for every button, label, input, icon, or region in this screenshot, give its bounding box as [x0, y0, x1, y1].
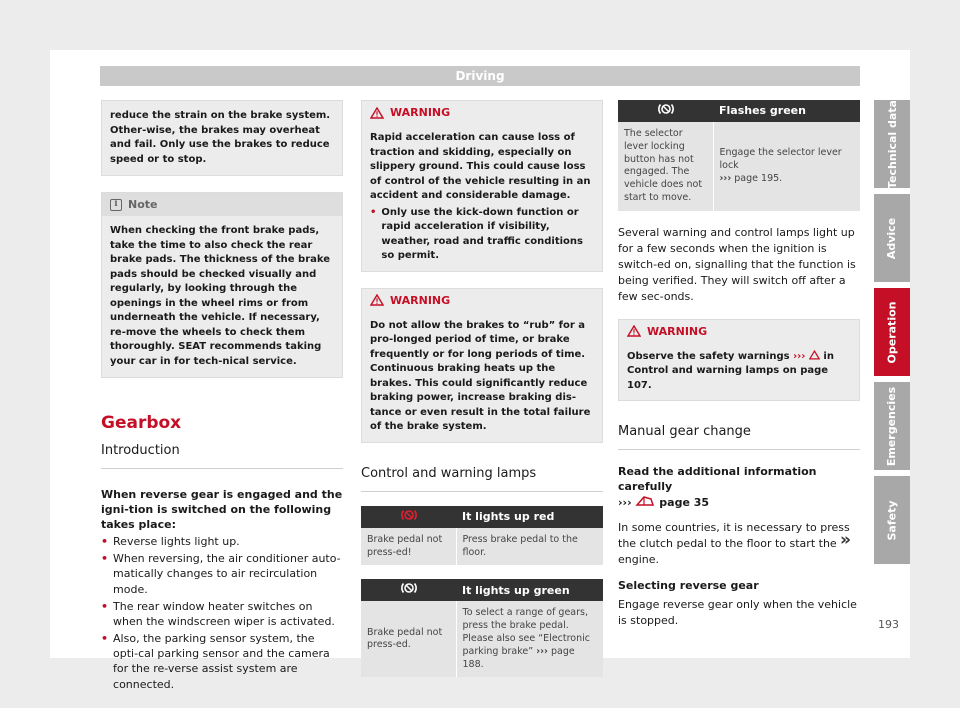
brake-warning-red-icon — [400, 508, 418, 522]
warning-triangle-icon — [370, 107, 384, 119]
list-item: • Reverse lights light up. — [101, 535, 240, 549]
warning-triangle-icon — [809, 350, 820, 360]
list-item: • Also, the parking sensor system, the opti-cal parking sensor and the camera for the re-verse assist system are connected. — [101, 632, 330, 691]
tab-operation[interactable]: Operation — [874, 288, 910, 376]
brake-pedal-flashing-icon — [657, 102, 675, 116]
tab-advice[interactable]: Advice — [874, 194, 910, 282]
list-item: • Only use the kick-down function or rapid acceleration if visibility, weather, road and traffic conditions so permit. — [370, 206, 594, 264]
column-middle — [361, 100, 603, 677]
lamp-state-label: It lights up green — [462, 583, 570, 597]
page-ref-link[interactable]: page 35 — [659, 495, 710, 509]
bullet-icon: • — [101, 632, 109, 646]
table-header — [618, 100, 860, 122]
warning-header — [619, 320, 859, 343]
warning-triangle-icon — [370, 294, 384, 306]
warning-box-safety — [618, 319, 860, 402]
list-item: • When reversing, the air conditioner auto-matically changes to air recirculation mode. — [101, 552, 341, 596]
paragraph-reverse: Engage reverse gear only when the vehicle is stopped. — [618, 598, 857, 628]
warning-label: WARNING — [390, 106, 451, 119]
warning-box-acceleration — [361, 100, 603, 272]
bullet-list — [101, 534, 343, 692]
page-ref-link[interactable]: page 188. — [462, 645, 575, 670]
section-title: Gearbox — [101, 413, 182, 434]
brake-pedal-green-icon — [400, 581, 418, 595]
bullet-icon: • — [101, 535, 109, 549]
note-header — [102, 193, 342, 216]
column-right — [618, 100, 860, 629]
warning-body: Do not allow the brakes to “rub” for a pro-longed period of time, or brake frequently or for long periods of time. Continuous braking heats up the brakes. This could significantly reduce braking power, increase braking dis-tance or even result in the total failure of the brake system. — [370, 319, 591, 433]
subsection-heading: Control and warning lamps — [361, 465, 603, 492]
paragraph-lamps-info: Several warning and control lamps light up for a few seconds when the ignition is switch-ed on, signalling that the function is being verified. They will switch off after a few sec-onds. — [618, 225, 856, 303]
warning-header — [362, 101, 602, 124]
lamp-state-label: Flashes green — [719, 104, 806, 118]
table-row: The selector lever locking button has not engaged. The vehicle does not start to move. Engage the selector lever lock ››› page 195. — [618, 122, 860, 211]
read-more-text: Read the additional information carefully ››› page 35 — [618, 465, 817, 509]
page-number: 193 — [878, 618, 899, 631]
section-subtitle: Introduction — [101, 442, 343, 469]
intro-paragraph: When reverse gear is engaged and the igni-tion is switched on the following takes place: — [101, 487, 343, 531]
warning-triangle-icon — [627, 325, 641, 337]
note-box — [101, 192, 343, 378]
book-icon — [635, 495, 655, 507]
lamp-table-green — [361, 579, 603, 677]
lamp-state-label: It lights up red — [462, 510, 555, 524]
page-ref-link[interactable]: page 195. — [734, 172, 783, 184]
warning-body: Observe the safety warnings ››› in Control and warning lamps on page 107. — [627, 350, 834, 391]
continue-mark: » — [840, 530, 851, 550]
warning-box-brakes — [361, 288, 603, 443]
bullet-icon: • — [370, 206, 377, 218]
tab-emergencies[interactable]: Emergencies — [874, 382, 910, 470]
table-header — [361, 579, 603, 601]
paragraph-heading: Selecting reverse gear — [618, 578, 759, 592]
table-row: Brake pedal not press-ed. To select a range of gears, press the brake pedal. Please also see “Electronic parking brake” ››› page 188. — [361, 601, 603, 677]
tab-technical-data[interactable]: Technical data — [874, 100, 910, 188]
paragraph-clutch: In some countries, it is necessary to press the clutch pedal to the floor to start the engine. — [618, 520, 850, 566]
bullet-icon: • — [101, 599, 109, 613]
warning-label: WARNING — [390, 293, 451, 307]
page-ref-link[interactable]: in Control and warning lamps on page 107. — [627, 350, 834, 391]
note-label: Note — [128, 198, 158, 211]
column-left — [101, 100, 343, 692]
subsection-heading: Manual gear change — [618, 423, 860, 450]
table-header — [361, 506, 603, 528]
continued-warning-text: reduce the strain on the brake system. Other-wise, the brakes may overheat and fail. Only use the brakes to reduce speed or to stop. — [101, 100, 343, 176]
lamp-table-red — [361, 506, 603, 566]
table-row: Brake pedal not press-ed! Press brake pedal to the floor. — [361, 528, 603, 566]
chapter-header: Driving — [100, 66, 860, 86]
lamp-table-flash — [618, 100, 860, 211]
info-icon: i — [110, 199, 122, 211]
bullet-icon: • — [101, 552, 109, 566]
tab-safety[interactable]: Safety — [874, 476, 910, 564]
warning-header — [362, 289, 602, 312]
list-item: • The rear window heater switches on when the windscreen wiper is activated. — [101, 599, 335, 628]
note-body: When checking the front brake pads, take the time to also check the rear brake pads. The thickness of the brake pads should be checked visually and regularly, by looking through the openings in the wheel rims or from underneath the vehicle. If necessary, re-move the wheels to check them thoroughly. SEAT recommends taking your car in for tech-nical service. — [110, 225, 331, 367]
warning-label: WARNING — [647, 324, 708, 338]
warning-body: Rapid acceleration can cause loss of traction and skidding, especially on slippery ground. This could cause loss of control of the vehicle resulting in an accident and considerable damage. • Only use the kick-down function or rapid acceleration if visibility, weather, road and traffic conditions so permit. — [362, 124, 602, 271]
side-tabs — [874, 100, 910, 570]
